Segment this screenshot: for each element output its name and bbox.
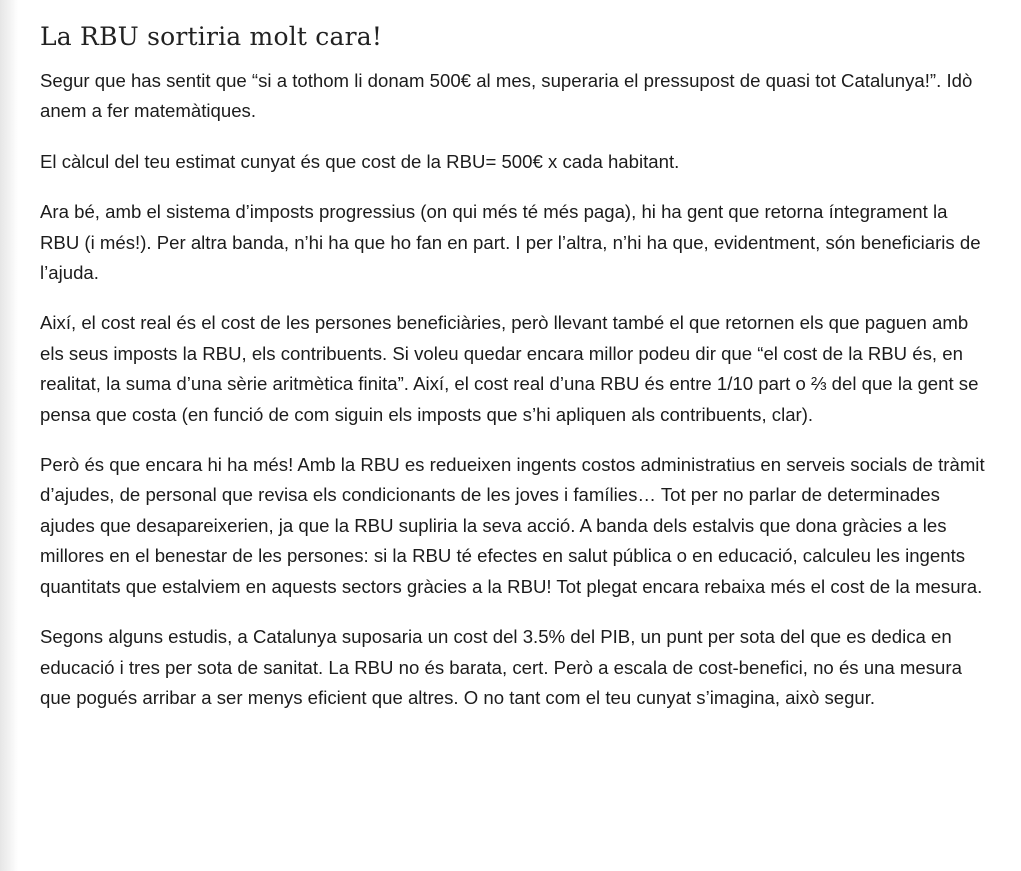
article-body [40, 18, 985, 733]
paragraph-intro: Segur que has sentit que “si a tothom li donam 500€ al mes, superaria el pressupost de quasi tot Catalunya!”. Idò anem a fer matemàtiques. [40, 70, 973, 122]
paragraph-studies: Segons alguns estudis, a Catalunya suposaria un cost del 3.5% del PIB, un punt per sota del que es dedica en educació i tres per sota de sanitat. La RBU no és barata, cert. Però a escala de cost-benefici, no és una mesura que pogués arribar a ser menys eficient que altres. O no tant com el teu cunyat s’imagina, això segur. [40, 626, 962, 708]
paragraph-real-cost: Així, el cost real és el cost de les persones beneficiàries, però llevant també el que retornen els que paguen amb els seus imposts la RBU, els contribuents. Si voleu quedar encara millor podeu dir que “el cost de la RBU és, en realitat, la suma d’una sèrie aritmètica finita”. Així, el cost real d’una RBU és entre 1/10 part o ⅔ del que la gent se pensa que costa (en funció de com siguin els imposts que s’hi apliquen als contribuents, clar). [40, 312, 979, 425]
paragraph-savings: Però és que encara hi ha més! Amb la RBU es redueixen ingents costos administratius en serveis socials de tràmit d’ajudes, de personal que revisa els condicionants de les joves i famílies… Tot per no parlar de determinades ajudes que desapareixerien, ja que la RBU supliria la seva acció. A banda dels estalvis que dona gràcies a les millores en el benestar de les persones: si la RBU té efectes en salut pública o en educació, calculeu les ingents quantitats que estalviem en aquests sectors gràcies a la RBU! Tot plegat encara rebaixa més el cost de la mesura. [40, 454, 985, 597]
article-title: La RBU sortiria molt cara! [40, 22, 383, 51]
page-edge-shadow [0, 0, 18, 871]
paragraph-calculation: El càlcul del teu estimat cunyat és que cost de la RBU= 500€ x cada habitant. [40, 150, 680, 172]
paragraph-progressive-taxes: Ara bé, amb el sistema d’imposts progressius (on qui més té més paga), hi ha gent que retorna íntegrament la RBU (i més!). Per altra banda, n’hi ha que ho fan en part. I per l’altra, n’hi ha que, evidentment, són beneficiaris de l’ajuda. [40, 201, 981, 284]
